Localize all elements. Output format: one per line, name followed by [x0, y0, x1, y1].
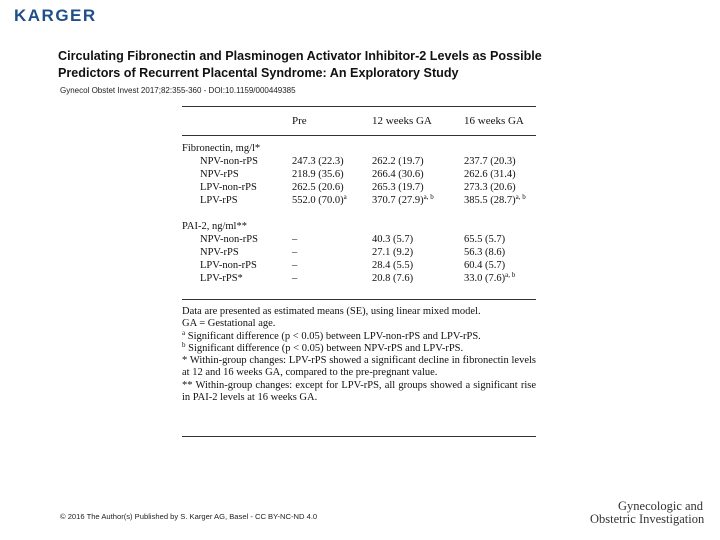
cell-pre — [292, 247, 297, 258]
row-label-value: NPV-non-rPS — [200, 234, 258, 245]
cell-12w-value: 27.1 (9.2) — [372, 247, 414, 258]
data-table — [182, 106, 536, 438]
row-label-value: LPV-non-rPS — [200, 182, 257, 193]
pai2-header: PAI-2, ng/ml** — [182, 221, 247, 232]
table-row — [182, 195, 536, 208]
cell-16w-footnote-marker: a, b — [505, 271, 516, 279]
table-row — [182, 273, 536, 286]
col-header-12w: 12 weeks GA — [372, 115, 432, 127]
col-header-16w: 16 weeks GA — [464, 115, 524, 127]
cell-16w-footnote-marker: a, b — [515, 193, 526, 201]
journal-line-1: Gynecologic and — [618, 499, 704, 513]
row-label-value: LPV-rPS — [200, 195, 238, 206]
cell-pre-value: 247.3 (22.3) — [292, 156, 344, 167]
cell-pre — [292, 156, 344, 167]
cell-pre-value: – — [292, 234, 298, 245]
citation: Gynecol Obstet Invest 2017;82:355-360 - DOI:10.1159/000449385 — [60, 86, 296, 95]
cell-12w-value: 266.4 (30.6) — [372, 169, 424, 180]
cell-16w — [464, 273, 515, 284]
note-star2: ** Within-group changes: except for LPV-rPS, all groups showed a significant rise in PAI-2 levels at 16 weeks GA. — [182, 379, 536, 404]
note-ga: GA = Gestational age. — [182, 318, 276, 330]
cell-pre-footnote-marker: a — [343, 193, 347, 201]
cell-16w-value: 237.7 (20.3) — [464, 156, 516, 167]
cell-12w-value: 20.8 (7.6) — [372, 273, 414, 284]
cell-pre — [292, 234, 297, 245]
note-b — [182, 340, 536, 355]
row-label — [200, 195, 238, 206]
cell-12w — [372, 182, 424, 193]
cell-12w-value: 40.3 (5.7) — [372, 234, 414, 245]
row-label — [200, 260, 257, 271]
row-label-value: NPV-rPS — [200, 247, 239, 258]
cell-16w-value: 56.3 (8.6) — [464, 247, 506, 258]
table-row — [182, 260, 536, 273]
cell-pre — [292, 260, 297, 271]
row-label — [200, 182, 257, 193]
cell-pre — [292, 182, 344, 193]
cell-pre — [292, 195, 347, 206]
cell-16w-value: 385.5 (28.7) — [464, 195, 516, 206]
cell-12w — [372, 195, 434, 206]
cell-16w — [464, 260, 505, 271]
cell-12w — [372, 273, 413, 284]
title-line-1: Circulating Fibronectin and Plasminogen Activator Inhibitor-2 Levels as Possible — [58, 49, 542, 63]
cell-16w-value: 33.0 (7.6) — [464, 273, 506, 284]
cell-16w — [464, 169, 516, 180]
note-a — [182, 328, 536, 343]
journal-logo — [590, 500, 714, 526]
cell-pre-value: 218.9 (35.6) — [292, 169, 344, 180]
table-row — [182, 156, 536, 169]
journal-line-2: Obstetric Investigation — [590, 512, 705, 526]
fibronectin-header: Fibronectin, mg/l* — [182, 143, 261, 154]
cell-pre — [292, 169, 344, 180]
cell-12w-value: 370.7 (27.9) — [372, 195, 424, 206]
note-b-marker: b — [182, 340, 186, 349]
row-label — [200, 273, 243, 284]
cell-12w — [372, 247, 413, 258]
row-label — [200, 234, 258, 245]
note-method: Data are presented as estimated means (SE), using linear mixed model. — [182, 306, 481, 317]
row-label-value: NPV-rPS — [200, 169, 239, 180]
cell-12w-value: 265.3 (19.7) — [372, 182, 424, 193]
cell-pre-value: – — [292, 260, 298, 271]
cell-12w — [372, 169, 424, 180]
cell-16w — [464, 195, 526, 206]
cell-16w-value: 262.6 (31.4) — [464, 169, 516, 180]
table-row — [182, 182, 536, 195]
title-line-2: Predictors of Recurrent Placental Syndrome: An Exploratory Study — [58, 66, 459, 80]
cell-12w-value: 262.2 (19.7) — [372, 156, 424, 167]
cell-16w — [464, 234, 505, 245]
cell-12w-value: 28.4 (5.5) — [372, 260, 414, 271]
cell-12w-footnote-marker: a, b — [423, 193, 434, 201]
cell-16w-value: 65.5 (5.7) — [464, 234, 506, 245]
cell-16w-value: 60.4 (5.7) — [464, 260, 506, 271]
row-label-value: NPV-non-rPS — [200, 156, 258, 167]
cell-16w — [464, 247, 505, 258]
table-notes — [182, 306, 536, 404]
row-label — [200, 169, 239, 180]
cell-16w — [464, 156, 516, 167]
cell-pre-value: – — [292, 247, 298, 258]
cell-12w — [372, 156, 424, 167]
cell-pre-value: 552.0 (70.0) — [292, 195, 344, 206]
table-body-rule — [182, 299, 536, 300]
table-row — [182, 247, 536, 260]
row-label — [200, 247, 239, 258]
table-top-rule — [182, 106, 536, 107]
pai2-header-row — [182, 221, 536, 234]
slide-title — [58, 48, 658, 82]
row-label-value: LPV-rPS* — [200, 273, 243, 284]
cell-pre-value: 262.5 (20.6) — [292, 182, 344, 193]
table-row — [182, 234, 536, 247]
cell-pre — [292, 273, 297, 284]
fibronectin-header-row — [182, 143, 536, 156]
note-b-text: Significant difference (p < 0.05) between NPV-rPS and LPV-rPS. — [185, 342, 464, 354]
cell-12w — [372, 234, 413, 245]
cell-16w — [464, 182, 516, 193]
note-star1: * Within-group changes: LPV-rPS showed a significant decline in fibronectin levels at 12 and 16 weeks GA, compared to the pre-pregnant value. — [182, 355, 536, 379]
col-header-pre: Pre — [292, 115, 307, 127]
row-label — [200, 156, 258, 167]
karger-logo: KARGER — [14, 6, 97, 25]
row-label-value: LPV-non-rPS — [200, 260, 257, 271]
cell-12w — [372, 260, 413, 271]
table-bottom-rule — [182, 436, 536, 437]
note-a-marker: a — [182, 328, 186, 337]
cell-16w-value: 273.3 (20.6) — [464, 182, 516, 193]
cell-pre-value: – — [292, 273, 298, 284]
note-a-text: Significant difference (p < 0.05) between LPV-non-rPS and LPV-rPS. — [185, 330, 481, 342]
copyright-footer: © 2016 The Author(s) Published by S. Karger AG, Basel - CC BY-NC-ND 4.0 — [60, 512, 318, 521]
table-row — [182, 169, 536, 182]
table-header-rule — [182, 135, 536, 136]
